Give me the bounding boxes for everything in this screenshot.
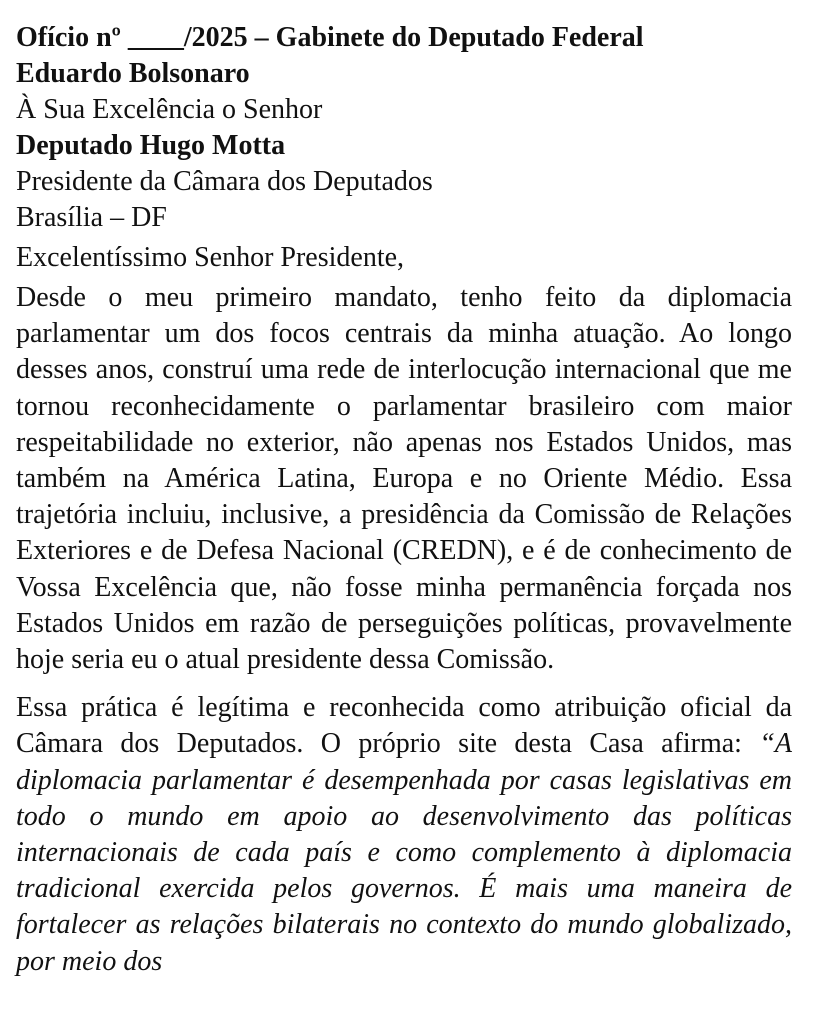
recipient-name: Deputado Hugo Motta xyxy=(16,130,286,161)
paragraph-2-intro: Essa prática é legítima e reconhecida como atribuição oficial da Câmara dos Deputados. O próprio site desta Casa afirma: xyxy=(16,692,792,760)
recipient-salutation: À Sua Excelência o Senhor xyxy=(16,94,323,125)
paragraph-2 xyxy=(16,690,792,980)
paragraph-2-quote: “A diplomacia parlamentar é desempenhada por casas legislativas em todo o mundo em apoio ao desenvolvimento das políticas internacionais de cada país e como complemento à diplomacia tradicional exercida pelos governos. É mais uma maneira de fortalecer as relações bilaterais no contexto do mundo globalizado, por meio dos xyxy=(16,728,792,977)
paragraph-1: Desde o meu primeiro mandato, tenho feito da diplomacia parlamentar um dos focos centrais da minha atuação. Ao longo desses anos, construí uma rede de interlocução internacional que me tornou reconhecidamente o parlamentar brasileiro com maior respeitabilidade no exterior, não apenas nos Estados Unidos, mas também na América Latina, Europa e no Oriente Médio. Essa trajetória incluiu, inclusive, a presidência da Comissão de Relações Exteriores e de Defesa Nacional (CREDN), e é de conhecimento de Vossa Excelência que, não fosse minha permanência forçada nos Estados Unidos em razão de perseguições políticas, provavelmente hoje seria eu o atual presidente dessa Comissão. xyxy=(16,282,792,676)
document-title-line-2: Eduardo Bolsonaro xyxy=(16,58,250,89)
document-page xyxy=(16,20,792,980)
recipient-location: Brasília – DF xyxy=(16,202,167,233)
greeting: Excelentíssimo Senhor Presidente, xyxy=(16,242,405,273)
recipient-role: Presidente da Câmara dos Deputados xyxy=(16,166,433,197)
document-title-line-1: Ofício nº ____/2025 – Gabinete do Deputado Federal xyxy=(16,22,644,53)
